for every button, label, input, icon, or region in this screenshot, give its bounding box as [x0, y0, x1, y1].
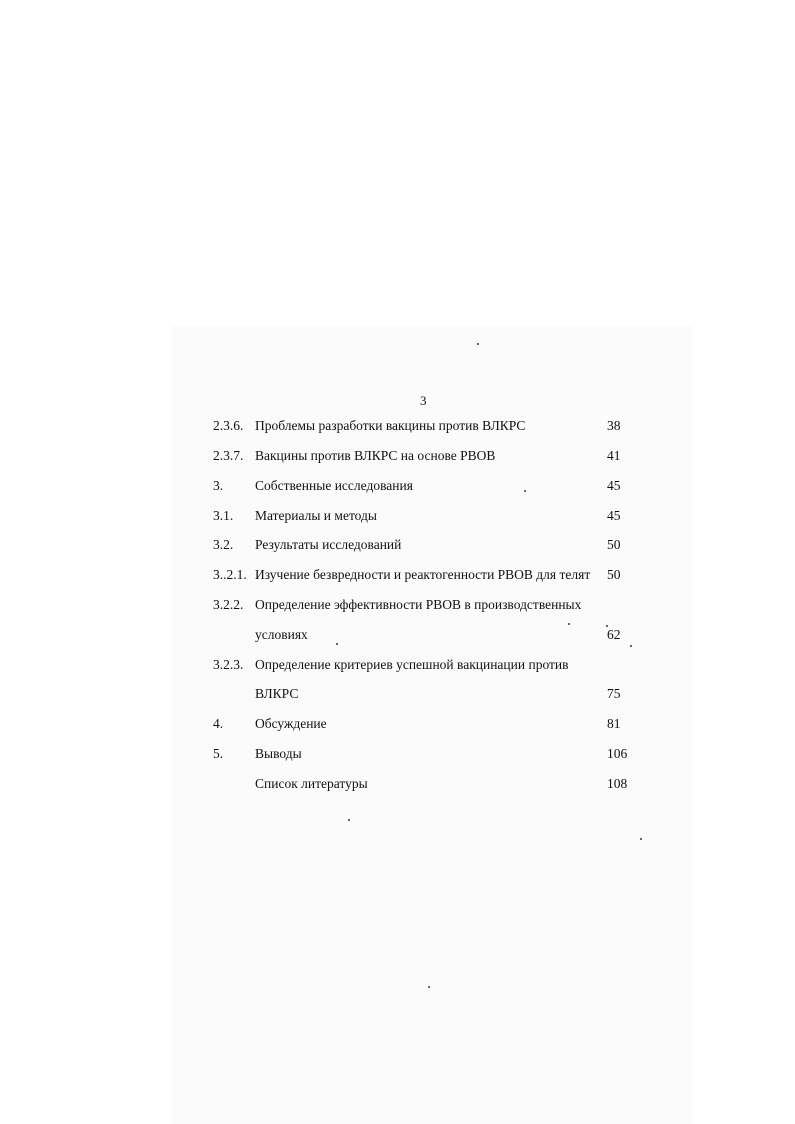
scan-speck — [348, 819, 350, 821]
toc-entry-page: 75 — [607, 686, 621, 701]
toc-entry — [0, 595, 795, 615]
toc-entry-page: 38 — [607, 418, 621, 433]
toc-entry-number: 3.2.2. — [213, 597, 244, 612]
toc-entry-title: Определение критериев успешной вакцинации против — [255, 657, 569, 672]
toc-entry — [0, 655, 795, 675]
toc-entry-number: 2.3.7. — [213, 448, 244, 463]
toc-entry-number: 3..2.1. — [213, 567, 247, 582]
toc-entry-page: 50 — [607, 537, 621, 552]
toc-entry-number: 5. — [213, 746, 224, 761]
toc-entry-page: 50 — [607, 567, 621, 582]
toc-entry-page: 45 — [607, 478, 621, 493]
toc-entry-number: 3.1. — [213, 508, 234, 523]
toc-entry — [0, 476, 795, 496]
toc-entry-page: 108 — [607, 776, 628, 791]
toc-entry-page: 62 — [607, 627, 621, 642]
scan-speck — [524, 490, 526, 492]
toc-entry-number: 4. — [213, 716, 224, 731]
toc-entry-page: 106 — [607, 746, 628, 761]
toc-entry — [0, 446, 795, 466]
toc-entry-page: 41 — [607, 448, 621, 463]
toc-entry-title: ВЛКРС — [255, 686, 299, 701]
toc-entry — [0, 684, 795, 704]
scan-speck — [428, 986, 430, 988]
scan-speck — [606, 625, 608, 627]
toc-entry-title: условиях — [255, 627, 308, 642]
toc-entry-number: 3.2.3. — [213, 657, 244, 672]
toc-entry-title: Вакцины против ВЛКРС на основе РВОВ — [255, 448, 496, 463]
toc-entry-title: Изучение безвредности и реактогенности РВОВ для телят — [255, 567, 591, 582]
toc-entry-title: Определение эффективности РВОВ в производственных — [255, 597, 582, 612]
toc-entry-page: 81 — [607, 716, 621, 731]
toc-entry — [0, 744, 795, 764]
toc-entry-title: Материалы и методы — [255, 508, 377, 523]
toc-entry-title: Результаты исследований — [255, 537, 402, 552]
toc-entry-title: Собственные исследования — [255, 478, 413, 493]
toc-entry — [0, 506, 795, 526]
toc-entry — [0, 774, 795, 794]
toc-entry-number: 2.3.6. — [213, 418, 244, 433]
toc-entry-title: Обсуждение — [255, 716, 327, 731]
toc-entry-number: 3.2. — [213, 537, 234, 552]
scan-speck — [568, 623, 570, 625]
scan-speck — [640, 838, 642, 840]
toc-entry — [0, 714, 795, 734]
toc-entry — [0, 416, 795, 436]
toc-entry-title: Список литературы — [255, 776, 368, 791]
toc-entry-title: Выводы — [255, 746, 302, 761]
toc-entry — [0, 625, 795, 645]
toc-entry — [0, 535, 795, 555]
toc-entry-number: 3. — [213, 478, 224, 493]
toc-entry-page: 45 — [607, 508, 621, 523]
page-number: 3 — [420, 393, 427, 408]
scan-speck — [336, 643, 338, 645]
scan-speck — [630, 645, 632, 647]
toc-entry — [0, 565, 795, 585]
toc-entry-title: Проблемы разработки вакцины против ВЛКРС — [255, 418, 526, 433]
scan-speck — [477, 343, 479, 345]
